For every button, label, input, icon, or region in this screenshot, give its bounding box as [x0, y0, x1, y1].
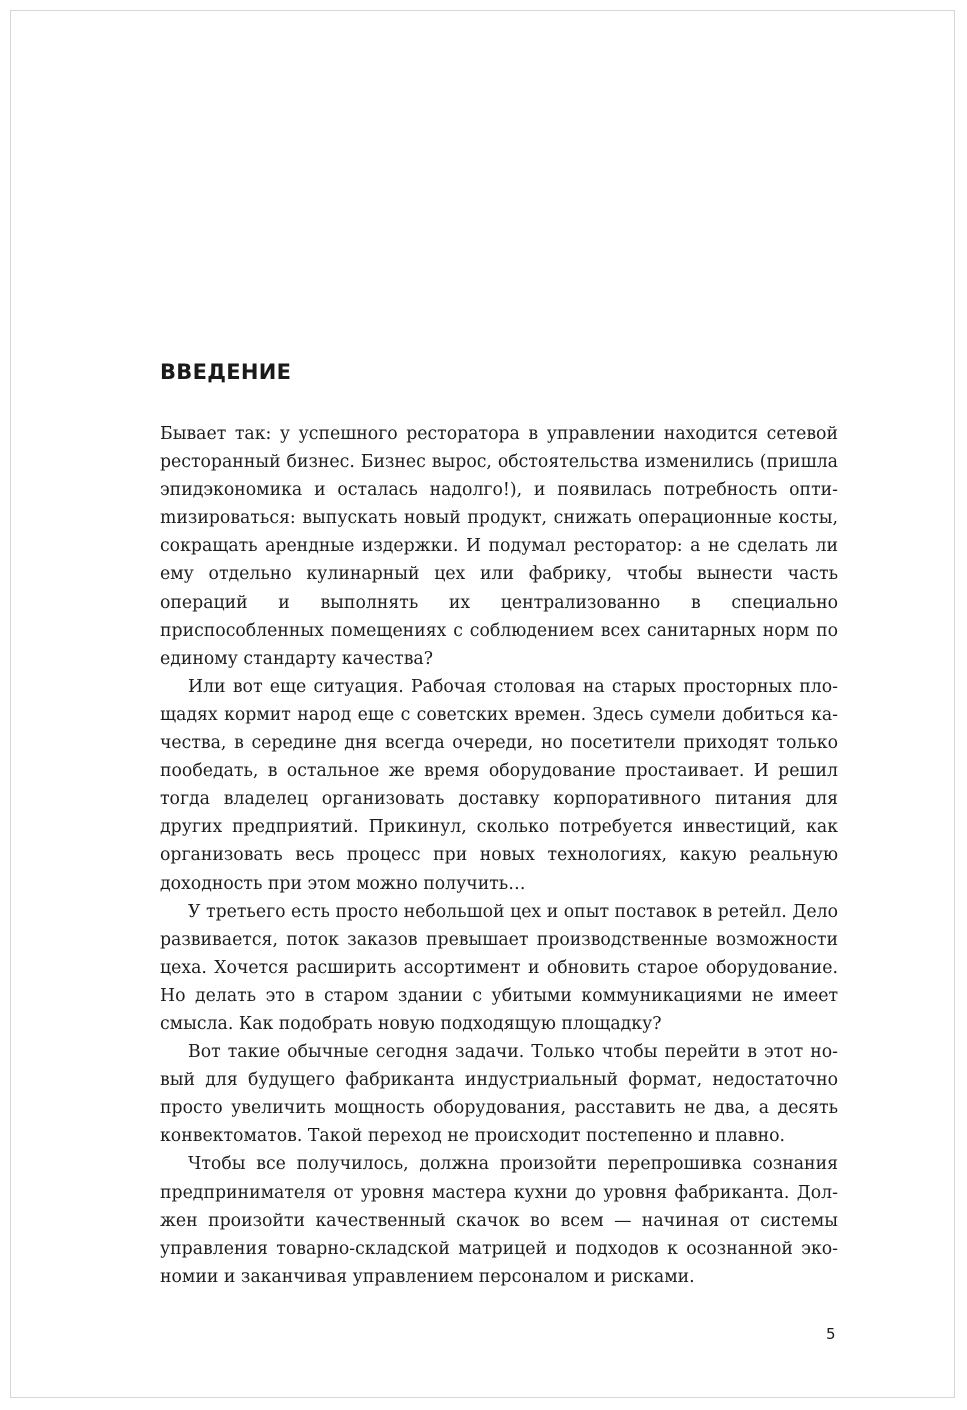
page-number: 5 [826, 1325, 836, 1343]
chapter-title: ВВЕДЕНИЕ [160, 360, 292, 384]
paragraph-5: Чтобы все получилось, должна произойти перепрошивка сознания предпринимателя от уровня мастера кухни до уровня фабриканта. Должен произойти качественный скачок во всем — начиная от системы управления товарно-складской матрицей и подходов к осознанной экономии и заканчивая управлением персоналом и рисками. [160, 1154, 838, 1287]
paragraph-4: Вот такие обычные сегодня задачи. Только чтобы перейти в этот новый для будущего фабриканта индустриальный формат, недостаточно просто увеличить мощность оборудования, расставить не два, а десять конвектоматов. Такой переход не происходит постепенно и плавно. [160, 1042, 838, 1147]
body-text [160, 420, 838, 1291]
paragraph-3: У третьего есть просто небольшой цех и опыт поставок в ретейл. Дело развивается, поток заказов превышает производственные возможности цеха. Хочется расширить ассортимент и обновить старое оборудование. Но делать это в старом здании с убитыми коммуникациями не имеет смысла. Как подобрать новую подходящую площадку? [160, 901, 838, 1034]
paragraph-2: Или вот еще ситуация. Рабочая столовая на старых просторных площадях кормит народ еще с советских времен. Здесь сумели добиться качества, в середине дня всегда очереди, но посетители приходят только пообедать, в остальное же время оборудование простаивает. И решил тогда владелец организовать доставку корпоративного питания для других предприятий. Прикинул, сколько потребуется инвестиций, как организовать весь процесс при новых технологиях, какую реальную доходность при этом можно получить… [160, 676, 838, 894]
paragraph-1: Бывает так: у успешного ресторатора в управлении находится сетевой ресторанный бизнес. Бизнес вырос, обстоятельства изменились (пришла эпидэкономика и осталась надолго!), и появилась потребность оптиmизироваться: выпускать новый продукт, снижать операционные косты, сокращать арендные издержки. И подумал ресторатор: а не сделать ли ему отдельно кулинарный цех или фабрику, чтобы вынести часть операций и выполнять их централизованно в специально приспособленных помещениях с соблюдением всех санитарных норм по единому стандарту качества? [160, 424, 838, 669]
